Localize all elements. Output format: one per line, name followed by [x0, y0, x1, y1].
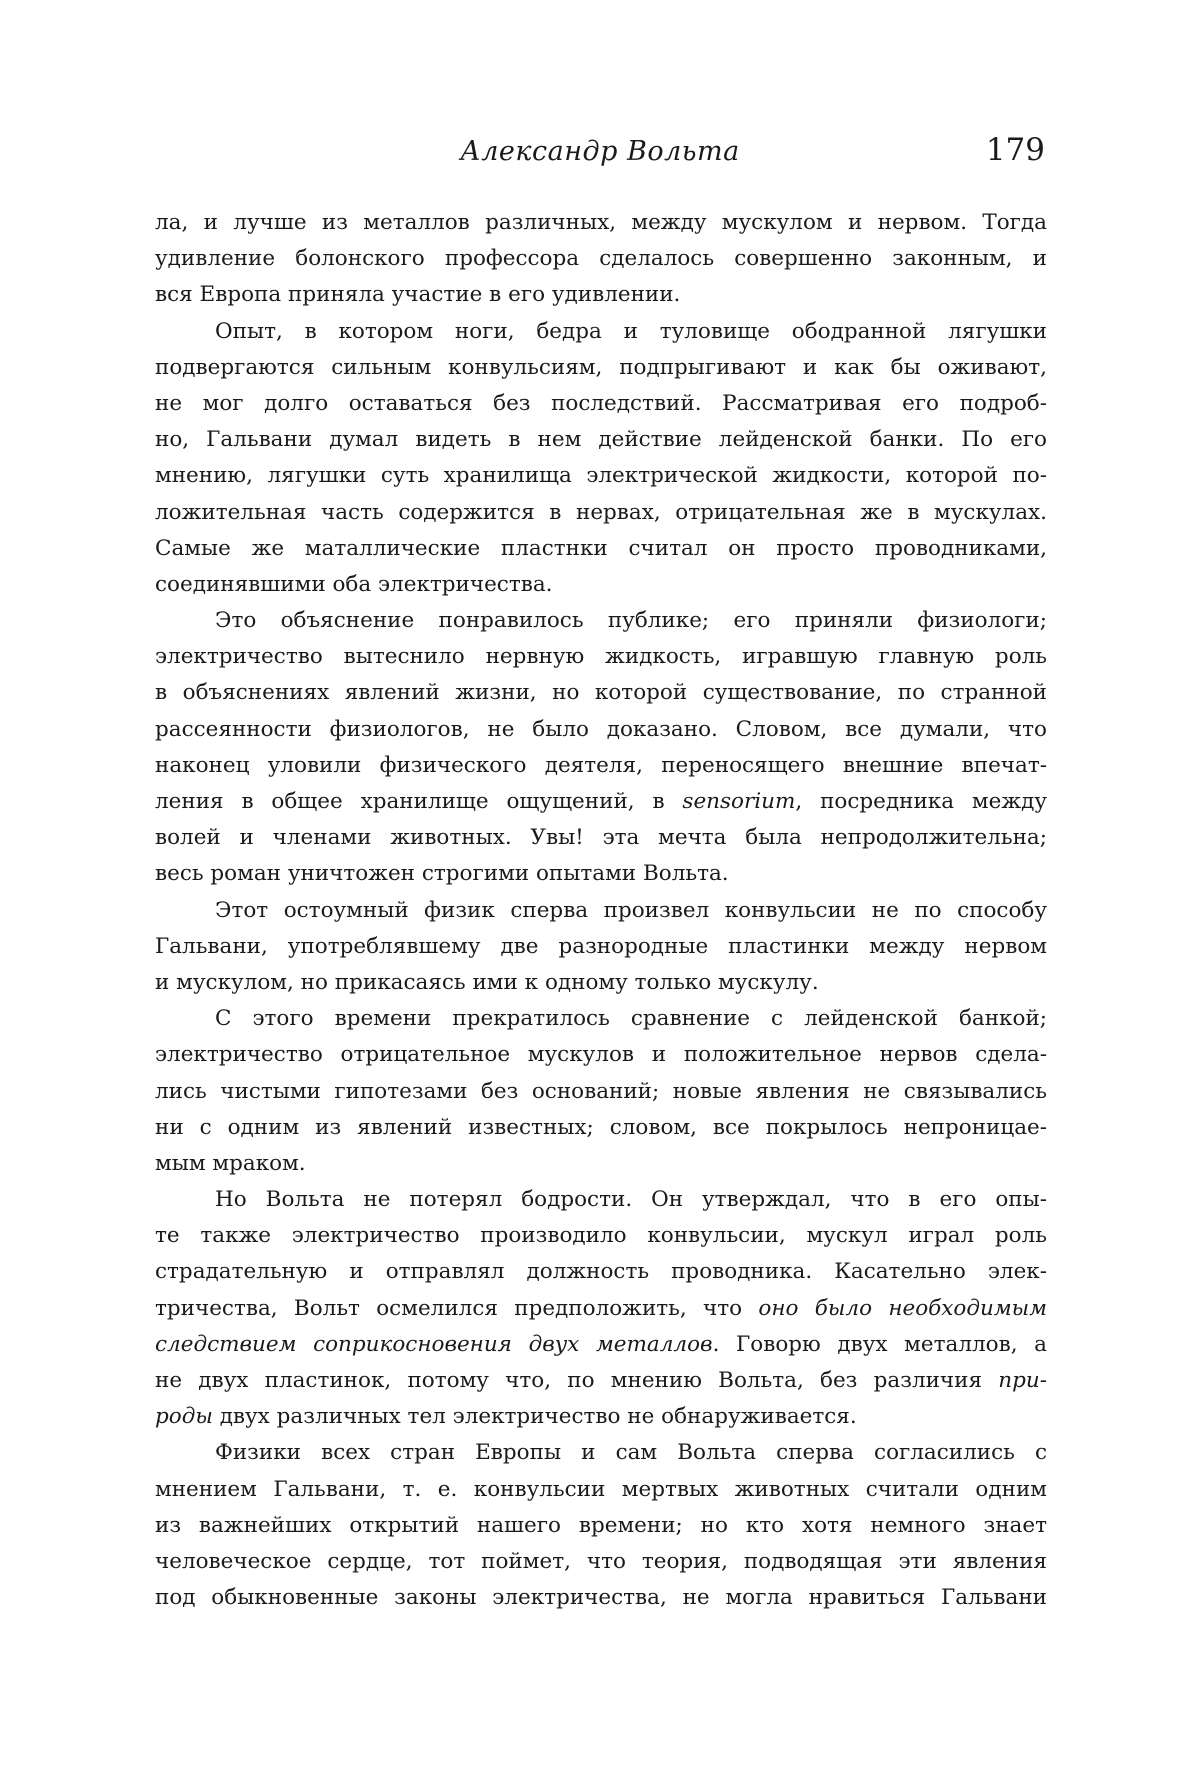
- text-segment: , посредника между: [795, 789, 1048, 814]
- text-line: С этого времени прекратилось сравнение с лейденской банкой;: [215, 1006, 1047, 1032]
- text-line: мым мраком.: [155, 1150, 306, 1176]
- text-line: мнением Гальвани, т. е. конвульсии мертвых животных считали одним: [155, 1476, 1047, 1502]
- text-line: Это объяснение понравилось публике; его приняли физиологи;: [215, 608, 1047, 634]
- text-line: Но Вольта не потерял бодрости. Он утверждал, что в его опы-: [215, 1187, 1047, 1213]
- text-line: подвергаются сильным конвульсиям, подпрыгивают и как бы оживают,: [155, 354, 1047, 380]
- text-line: [155, 1327, 1047, 1363]
- italic-segment: роды: [155, 1404, 213, 1430]
- body-text: [155, 205, 1047, 1616]
- page-header: [155, 132, 1045, 176]
- text-line: Самые же маталлические пластнки считал он просто проводниками,: [155, 535, 1047, 561]
- text-line: те также электричество производило конвульсии, мускул играл роль: [155, 1223, 1047, 1249]
- text-line: под обыкновенные законы электричества, не могла нравиться Гальвани: [155, 1585, 1047, 1611]
- text-segment: . Говорю двух металлов, а: [712, 1331, 1047, 1357]
- text-line: соединявшими оба электричества.: [155, 571, 553, 597]
- text-segment: ления в общее хранилище ощущений, в: [155, 789, 683, 814]
- text-line: не мог долго оставаться без последствий. Рассматривая его подроб-: [155, 390, 1047, 416]
- text-line: волей и членами животных. Увы! эта мечта была непродолжительна;: [155, 825, 1047, 851]
- page-number: 179: [985, 132, 1045, 168]
- text-segment: не двух пластинок, потому что, по мнению Вольта, без различия: [155, 1368, 999, 1393]
- italic-segment: при-: [998, 1368, 1047, 1393]
- text-line: и мускулом, но прикасаясь ими к одному только мускулу.: [155, 969, 819, 995]
- text-line: лись чистыми гипотезами без оснований; новые явления не связывались: [155, 1078, 1047, 1104]
- text-line: наконец уловили физического деятеля, переносящего внешние впечат-: [155, 752, 1047, 778]
- text-line: рассеянности физиологов, не было доказано. Словом, все думали, что: [155, 716, 1047, 742]
- text-line: страдательную и отправлял должность проводника. Касательно элек-: [155, 1259, 1047, 1285]
- italic-segment: sensorium: [682, 789, 796, 814]
- running-title: Александр Вольта: [460, 136, 740, 167]
- text-line: Гальвани, употреблявшему две разнородные пластинки между нервом: [155, 933, 1047, 959]
- text-line: электричество отрицательное мускулов и положительное нервов сдела-: [155, 1042, 1047, 1068]
- text-line: ла, и лучше из металлов различных, между мускулом и нервом. Тогда: [155, 210, 1047, 235]
- text-segment: двух различных тел электричество не обнаруживается.: [212, 1404, 857, 1430]
- text-line: ложительная часть содержится в нервах, отрицательная же в мускулах.: [155, 499, 1047, 525]
- text-line: [155, 1363, 1047, 1399]
- text-line: Этот остоумный физик сперва произвел конвульсии не по способу: [215, 897, 1047, 923]
- text-line: [155, 1399, 1047, 1435]
- text-line: Физики всех стран Европы и сам Вольта сперва согласились с: [215, 1440, 1047, 1466]
- text-line: электричество вытеснило нервную жидкость, игравшую главную роль: [155, 644, 1047, 670]
- text-line: ни с одним из явлений известных; словом, все покрылось непроницае-: [155, 1114, 1047, 1140]
- text-line: из важнейших открытий нашего времени; но кто хотя немного знает: [155, 1512, 1047, 1538]
- italic-segment: следствием соприкосновения двух металлов: [155, 1331, 713, 1357]
- text-segment: тричества, Вольт осмелился предположить, что: [155, 1295, 759, 1321]
- text-line: [155, 1291, 1047, 1327]
- italic-segment: оно было необходимым: [758, 1295, 1047, 1321]
- text-line: Опыт, в котором ноги, бедра и туловище ободранной лягушки: [215, 318, 1047, 344]
- text-line: вся Европа приняла участие в его удивлении.: [155, 282, 681, 308]
- text-line: [155, 784, 1047, 820]
- text-line: но, Гальвани думал видеть в нем действие лейденской банки. По его: [155, 427, 1047, 453]
- text-line: весь роман уничтожен строгими опытами Вольта.: [155, 861, 729, 887]
- text-line: удивление болонского профессора сделалось совершенно законным, и: [155, 246, 1047, 272]
- text-line: человеческое сердце, тот поймет, что теория, подводящая эти явления: [155, 1548, 1047, 1574]
- text-line: в объяснениях явлений жизни, но которой существование, по странной: [155, 680, 1047, 706]
- text-line: мнению, лягушки суть хранилища электрической жидкости, которой по-: [155, 463, 1047, 489]
